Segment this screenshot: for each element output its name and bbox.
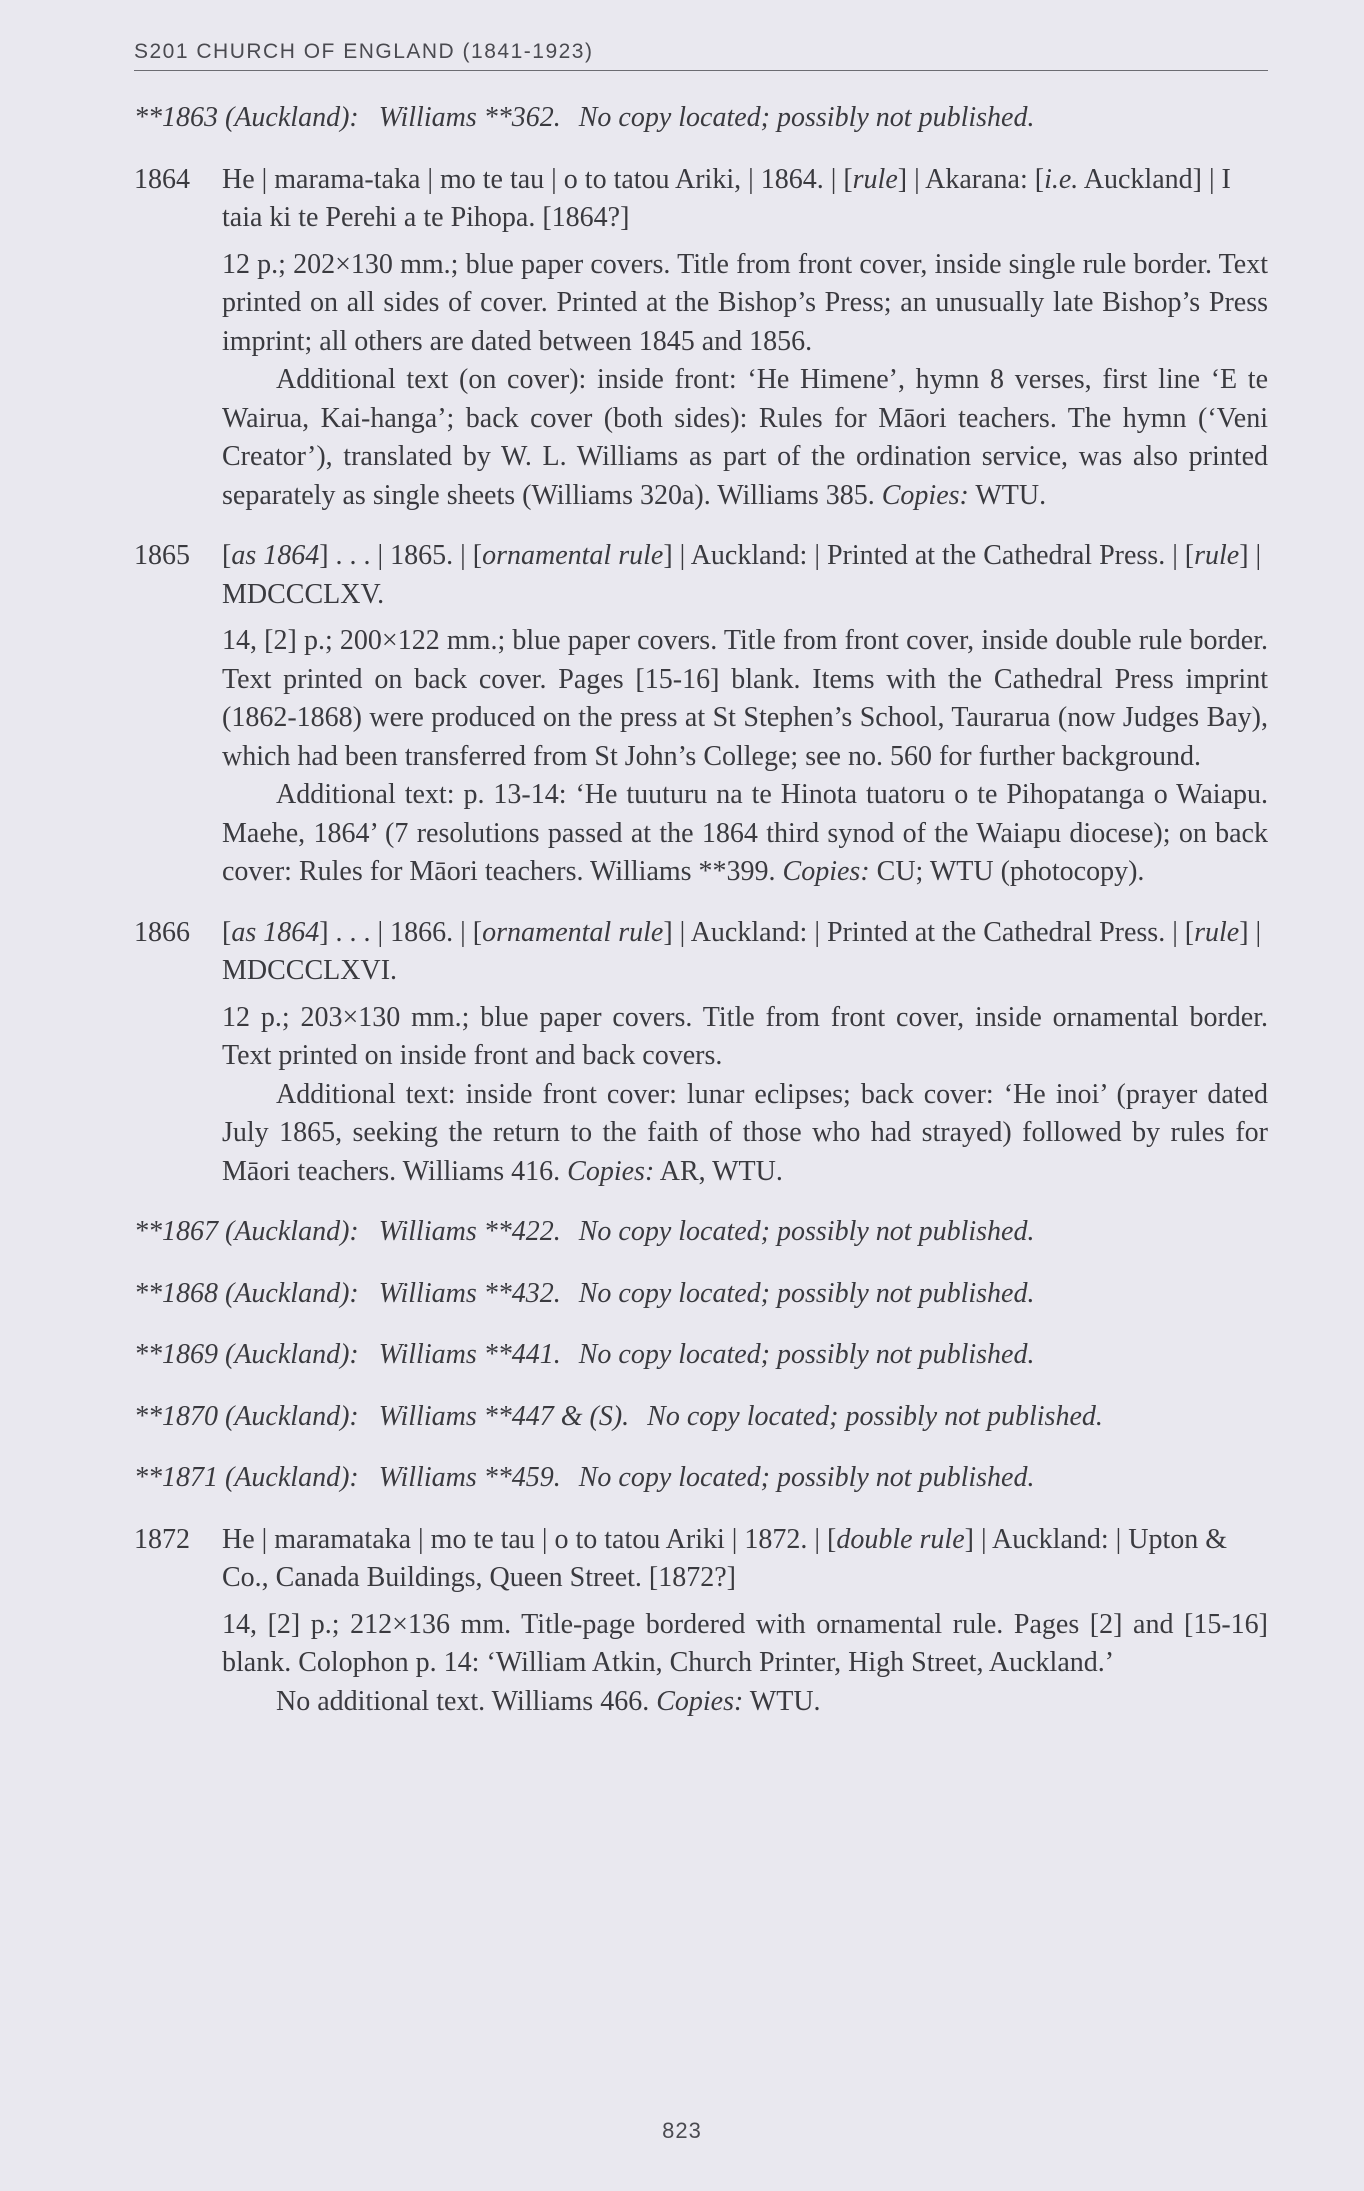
ghost-year: **1871 (Auckland): — [134, 1462, 359, 1493]
copies-label: Copies: — [567, 1155, 655, 1187]
ghost-year: **1863 (Auckland): — [134, 102, 359, 133]
ghost-entry-1871 — [134, 1459, 1268, 1498]
ghost-ref: Williams **447 & (S). — [378, 1400, 630, 1432]
entry-description: 12 p.; 203×130 mm.; blue paper covers. Title from front cover, inside ornamental border. Text printed on inside front and back covers. — [222, 1001, 1268, 1071]
ghost-year: **1867 (Auckland): — [134, 1216, 359, 1247]
ghost-note: No copy located; possibly not published. — [578, 1216, 1035, 1247]
page — [134, 40, 1268, 1743]
copies-label: Copies: — [881, 479, 969, 511]
copies-list: WTU. — [743, 1685, 821, 1717]
ghost-ref: Williams **459. — [378, 1462, 561, 1493]
running-head: S201 CHURCH OF ENGLAND (1841-1923) — [134, 40, 1268, 71]
entry-additional-text: Additional text: p. 13-14: ‘He tuuturu na te Hinota tuatoru o te Pihopatanga o Waiapu. Maehe, 1864’ (7 resolutions passed at the 1864 third synod of the Waiapu diocese); on back cover: Rules for Māori teachers. Williams **399. Copies: CU; WTU (photocopy). — [222, 779, 1268, 887]
copies-list: CU; WTU (photocopy). — [869, 856, 1145, 887]
entry-additional-text: Additional text: inside front cover: lunar eclipses; back cover: ‘He inoi’ (prayer dated July 1865, seeking the return to the faith of those who had strayed) followed by rules for Māori teachers. Williams 416. Copies: AR, WTU. — [222, 1078, 1268, 1187]
copies-label: Copies: — [782, 856, 870, 887]
entry-1864 — [134, 161, 1268, 516]
ghost-year: **1870 (Auckland): — [134, 1400, 359, 1432]
ghost-ref: Williams **362. — [378, 102, 561, 133]
entry-additional-text: Additional text (on cover): inside front: ‘He Himene’, hymn 8 verses, first line ‘E te Wairua, Kai-hanga’; back cover (both sides): Rules for Māori teachers. The hymn (‘Veni Creator’), translated by W. L. Williams as part of the ordination service, was also printed separately as single sheets (Williams 320a). Williams 385. Copies: WTU. — [222, 364, 1268, 511]
entry-description: 14, [2] p.; 212×136 mm. Title-page bordered with ornamental rule. Pages [2] and [15-16] blank. Colophon p. 14: ‘William Atkin, Church Printer, High Street, Auckland.’ — [222, 1608, 1268, 1678]
entry-year: 1865 — [134, 540, 190, 571]
entry-1872 — [134, 1521, 1268, 1722]
entry-description: 12 p.; 202×130 mm.; blue paper covers. Title from front cover, inside single rule border. Text printed on all sides of cover. Printed at the Bishop’s Press; an unusually late Bishop’s Press imprint; all others are dated between 1845 and 1856. — [222, 248, 1268, 357]
copies-list: AR, WTU. — [654, 1155, 783, 1187]
ghost-note: No copy located; possibly not published. — [578, 1339, 1035, 1370]
page-number: 823 — [662, 2118, 702, 2143]
ghost-entry-1867 — [134, 1213, 1268, 1252]
ghost-entry-1870 — [134, 1398, 1268, 1437]
ghost-note: No copy located; possibly not published. — [647, 1400, 1103, 1432]
entry-title: 1872 He | maramataka | mo te tau | o to tatou Ariki | 1872. | [double rule] | Auckland: | Upton & Co., Canada Buildings, Queen Street. [1872?] — [134, 1521, 1268, 1598]
ghost-entry-1868 — [134, 1275, 1268, 1314]
ghost-ref: Williams **432. — [378, 1277, 561, 1309]
ghost-year: **1868 (Auckland): — [134, 1277, 359, 1309]
entry-year: 1866 — [134, 916, 190, 948]
entry-description: 14, [2] p.; 200×122 mm.; blue paper covers. Title from front cover, inside double rule border. Text printed on back cover. Pages [15-16] blank. Items with the Cathedral Press imprint (1862-1868) were produced on the press at St Stephen’s School, Taurarua (now Judges Bay), which had been transferred from St John’s College; see no. 560 for further background. — [222, 625, 1268, 772]
ghost-note: No copy located; possibly not published. — [578, 1462, 1035, 1493]
entry-additional-text: No additional text. Williams 466. Copies: WTU. — [276, 1685, 821, 1717]
ghost-entry-1863 — [134, 99, 1268, 138]
entry-1866 — [134, 914, 1268, 1192]
copies-list: WTU. — [968, 479, 1047, 511]
entry-year: 1864 — [134, 163, 190, 195]
entry-title: 1864 He | marama-taka | mo te tau | o to tatou Ariki, | 1864. | [rule] | Akarana: [i.e. Auckland] | I taia ki te Perehi a te Pihopa. [1864?] — [134, 161, 1268, 238]
entry-title: 1865 [as 1864] . . . | 1865. | [ornamental rule] | Auckland: | Printed at the Cathedral Press. | [rule] | MDCCCLXV. — [134, 537, 1268, 614]
ghost-year: **1869 (Auckland): — [134, 1339, 359, 1370]
ghost-ref: Williams **441. — [378, 1339, 561, 1370]
entry-1865 — [134, 537, 1268, 892]
entry-year: 1872 — [134, 1523, 190, 1555]
copies-label: Copies: — [656, 1685, 744, 1717]
ghost-note: No copy located; possibly not published. — [578, 102, 1035, 133]
entry-title: 1866 [as 1864] . . . | 1866. | [ornamental rule] | Auckland: | Printed at the Cathedral Press. | [rule] | MDCCCLXVI. — [134, 914, 1268, 991]
ghost-ref: Williams **422. — [378, 1216, 561, 1247]
ghost-entry-1869 — [134, 1336, 1268, 1375]
ghost-note: No copy located; possibly not published. — [578, 1277, 1035, 1309]
entry-list — [134, 99, 1268, 1721]
